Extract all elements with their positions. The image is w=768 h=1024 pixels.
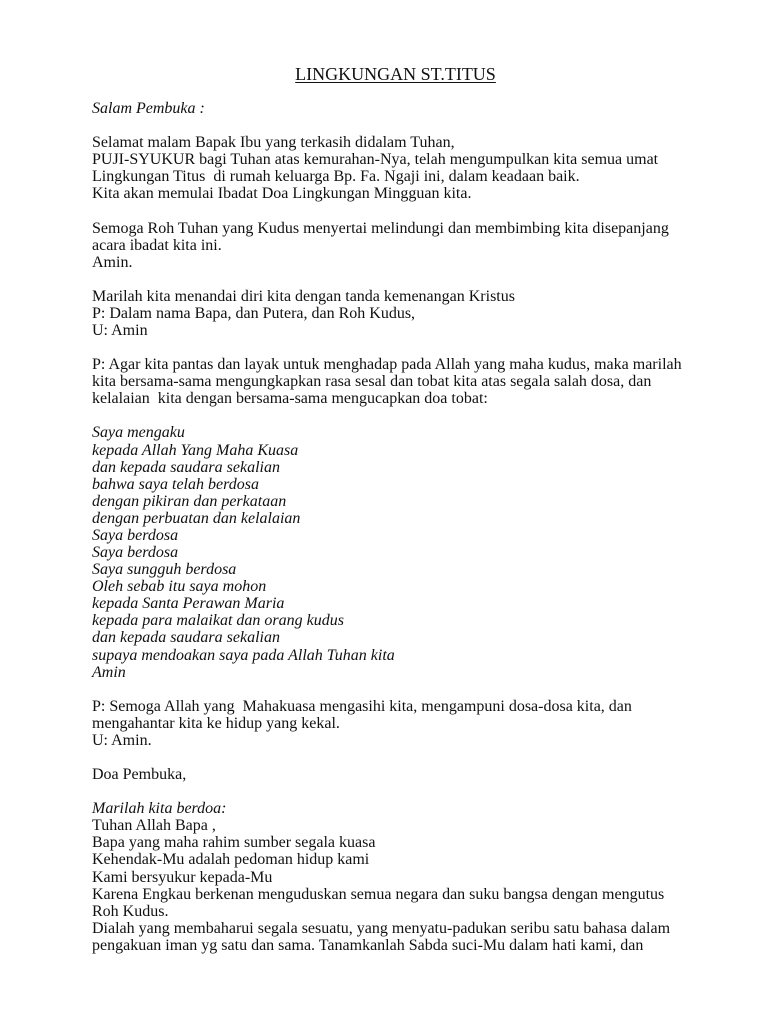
opening-prayer-line: Karena Engkau berkenan menguduskan semua negara dan suku bangsa dengan mengutus	[92, 885, 665, 903]
sign-of-cross-line: P: Dalam nama Bapa, dan Putera, dan Roh Kudus,	[92, 304, 416, 322]
sign-of-cross-line: Marilah kita menandai diri kita dengan tanda kemenangan Kristus	[92, 287, 515, 305]
opening-prayer-line: Marilah kita berdoa:	[92, 800, 227, 818]
greeting-line: Lingkungan Titus di rumah keluarga Bp. Fa. Ngaji ini, dalam keadaan baik.	[92, 168, 580, 186]
greeting-line: Selamat malam Bapak Ibu yang terkasih didalam Tuhan,	[92, 134, 455, 152]
penitential-intro-section	[92, 356, 732, 407]
sign-of-cross-line: U: Amin	[92, 322, 148, 340]
opening-prayer-section	[92, 800, 732, 954]
opening-prayer-line: Bapa yang maha rahim sumber segala kuasa	[92, 834, 376, 852]
penitential-intro-line: kelalaian kita dengan bersama-sama mengucapkan doa tobat:	[92, 390, 488, 408]
confiteor-line: kepada Allah Yang Maha Kuasa	[92, 441, 299, 459]
blessing-line: Semoga Roh Tuhan yang Kudus menyertai melindungi dan membimbing kita disepanjang	[92, 219, 669, 237]
confiteor-line: dan kepada saudara sekalian	[92, 458, 280, 476]
blessing-line: acara ibadat kita ini.	[92, 236, 222, 254]
confiteor-line: kepada Santa Perawan Maria	[92, 595, 285, 613]
absolution-line: P: Semoga Allah yang Mahakuasa mengasihi kita, mengampuni dosa-dosa kita, dan	[92, 697, 632, 715]
greeting-line: Kita akan memulai Ibadat Doa Lingkungan Mingguan kita.	[92, 185, 472, 203]
opening-prayer-heading-section	[92, 766, 732, 783]
confiteor-line: dengan pikiran dan perkataan	[92, 492, 287, 510]
document-body	[92, 100, 732, 954]
confiteor-line: supaya mendoakan saya pada Allah Tuhan kita	[92, 646, 395, 664]
greeting-line: PUJI-SYUKUR bagi Tuhan atas kemurahan-Nya, telah mengumpulkan kita semua umat	[92, 151, 659, 169]
absolution-line: mengahantar kita ke hidup yang kekal.	[92, 714, 340, 732]
confiteor-line: Amin	[92, 663, 126, 681]
penitential-intro-line: kita bersama-sama mengungkapkan rasa sesal dan tobat kita atas segala salah dosa, dan	[92, 373, 652, 391]
opening-prayer-heading: Doa Pembuka,	[92, 766, 187, 784]
opening-heading: Salam Pembuka :	[92, 100, 205, 117]
confiteor-line: Saya mengaku	[92, 424, 185, 442]
greeting-section	[92, 134, 732, 202]
opening-prayer-line: Kami bersyukur kepada-Mu	[92, 868, 273, 886]
document-title: LINGKUNGAN ST.TITUS	[295, 64, 496, 84]
sign-of-cross-section	[92, 288, 732, 339]
opening-prayer-line: Roh Kudus.	[92, 902, 169, 920]
confiteor-section	[92, 424, 732, 680]
opening-prayer-line: Kehendak-Mu adalah pedoman hidup kami	[92, 851, 370, 869]
blessing-section	[92, 220, 732, 271]
confiteor-line: dan kepada saudara sekalian	[92, 629, 280, 647]
opening-prayer-line: Dialah yang membaharui segala sesuatu, yang menyatu-padukan seribu satu bahasa dalam	[92, 919, 671, 937]
absolution-line: U: Amin.	[92, 731, 152, 749]
confiteor-line: kepada para malaikat dan orang kudus	[92, 612, 344, 630]
confiteor-line: Saya berdosa	[92, 526, 179, 544]
opening-heading-section	[92, 100, 732, 117]
confiteor-line: Saya berdosa	[92, 544, 179, 562]
confiteor-line: Saya sungguh berdosa	[92, 561, 237, 579]
opening-prayer-line: Tuhan Allah Bapa ,	[92, 817, 216, 835]
opening-prayer-line: pengakuan iman yg satu dan sama. Tanamkanlah Sabda suci-Mu dalam hati kami, dan	[92, 936, 644, 954]
confiteor-line: bahwa saya telah berdosa	[92, 475, 259, 493]
penitential-intro-line: P: Agar kita pantas dan layak untuk menghadap pada Allah yang maha kudus, maka marilah	[92, 356, 682, 374]
absolution-section	[92, 698, 732, 749]
confiteor-line: Oleh sebab itu saya mohon	[92, 578, 267, 596]
blessing-line: Amin.	[92, 253, 133, 271]
confiteor-line: dengan perbuatan dan kelalaian	[92, 509, 301, 527]
